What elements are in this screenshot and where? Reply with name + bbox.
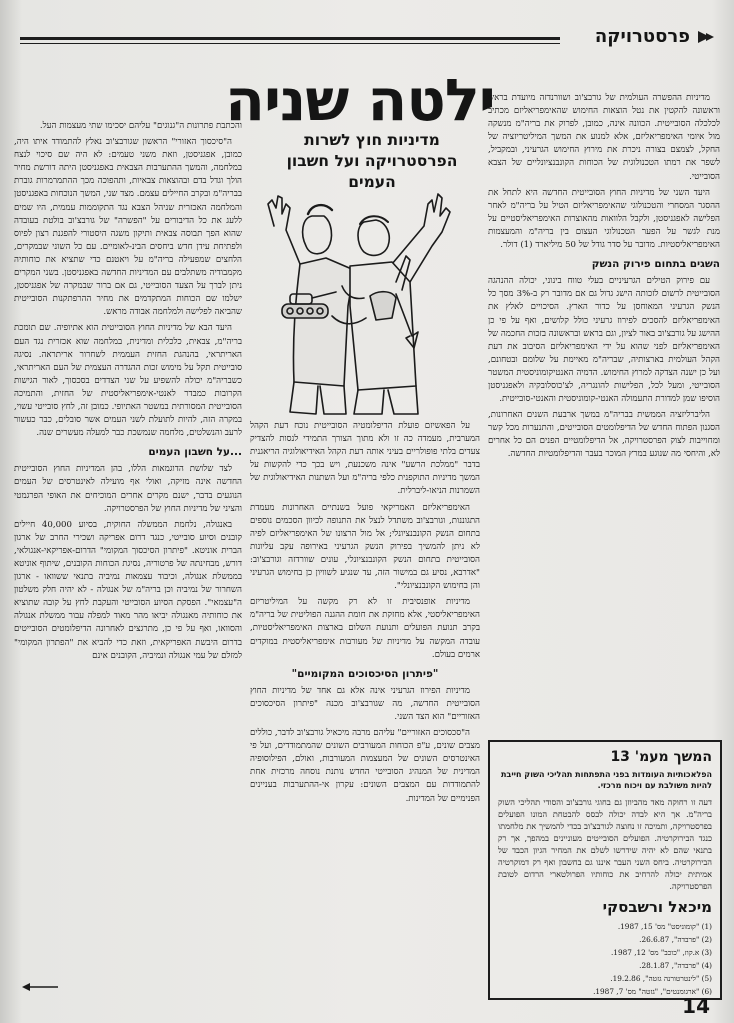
- page-number: 14: [682, 994, 710, 1018]
- paragraph: עם פירוק הטילים הגרעיניים בעלי טווח בינוני, יכולה ההנהגה הסובייטית לרשום לזכותה הישג גדול גם אם מדובר רק ב-3% מסך כל הנשק הגרעיני המאוחסן על כדור הארץ. הסיכויים לאלץ את האימפריאליזם להסכים לפירוז גרעיני כולל קלושים, ואף על פי כן ההישג על גורבצ'וב באור לציון, וגם בראש ובראשונה בזכות החכמה של האימפריאליזם לפני שהוא על ידי האימפריאליזם הסיבוב את דעת הקהל העולמית בארצותיה, שבריה"מ מאיימת על שלומם ובטחונם, ועל כן ישנה הצדקה למרוץ החימוש. הדמיה האנטיקומוניסטית המשטר הסובייטי, ומעל לכל, הפלישות להונגריה, לצ'כוסלובקיה ולאפגניסטן הוסיפו שמן למדורת התעמולה האנטי-קומוניסטית והאנטי-סובייטית.: [488, 276, 720, 405]
- article-column-middle: [250, 420, 480, 980]
- continue-arrow-icon: [20, 978, 60, 990]
- footnote: (3) א.קוז, "כוכב" מס' 12, 1987.: [610, 948, 712, 957]
- box-body: דעה זו רחוקה מאד מהביוזן גם בחוגי גורבצ'וב והסודי תהליכי השוק בריה"מ. אך היא לבדה יכולה לבסס להבטחת המונו הפועלים בפרסטרויקה, ותמיכה זו נחוצה לגורבצ'וב בכדי להמשיך את מלחמתו כנגד הבירוקרטיה. הפועלים הסובייטים מעוניינים במהפך, אך רק בתנאי שהם לא יהיה שידרשו לשלם את המחיר הגיון הכבד של הבירוקרטיה. ביחס השני העבר איננו גם בחשבון ואף רק דמוקרטיה אמיתית יכולה להרחיב את כוחותיו הפרולטארי הרדום לטובת הפרסטרויקה.: [498, 797, 712, 891]
- paragraph: מדיניות הפירוז הגרעיני אינה אלא גם אחד של מדיניות החוץ הסובייטית החדשה, מה שגורבצ'וב מכנה "פיתרון הסיכסוכים האזוריים" הוא הצד השני.: [250, 685, 480, 722]
- paragraph: על הפאשיזם פועלת הדיפלומטיה הסובייטית נוכח דעת הקהל המערבית, מעמדה כה זו ולא מתוך הצורך התמידי לנסות להצדיק צעדים בלתי פופולריים בעיני אותה דעת הקהל האידיאולוגיה הריאגנית בדבר "ממלכת הרשע" אינה משכנעת, ויש בכך כדי להקשות על המשך מדיניות התוקפנית כלפי בריה"מ ועל השתנות האידיאולוגית של השמרנות הניאו-ליברלית.: [250, 421, 480, 497]
- subheadline: מדיניות חוץ לשרות הפרסטרויקה ועל חשבון העמים: [286, 131, 458, 191]
- paragraph: הליברליזציה הממשית בבריה"מ במשך ארבעת השנים האחרונות, הסגנון הפתוח החדש של הדיפלומטים הסובייטים, והתנערות מכל קשר ומחוייבות לצוק הפרסטרויקה, אל הדיפלומטיים הפנים הם כל אחרים לא, והיחסי מה שנוגע במרץ המוכר בעבר והדיפלומטיות החדשה.: [488, 410, 720, 460]
- section-header: [20, 28, 720, 48]
- paragraph: לצד שלושת הדוגמאות הללו, בהן המדיניות החוץ הסובייטית החדשה אינה מזיקה, ואולי אף מועילה לאינטרסים של העמים הנוגעים בדבר, ישנם מקרים אחרים המוכיחים את האופי הפרגמטי והציני של מדיניות החוץ של הפרסטרויקה.: [14, 464, 242, 514]
- paragraph: והכתבת פתרונות ה"גנוגים" עליהם יסכימו שתי מעצמות העל.: [39, 121, 242, 131]
- headline: ילטה שניה: [225, 66, 495, 134]
- header-rule-bottom: [20, 43, 560, 44]
- paragraph: מדיניות ההפשרה העולמית של גורבצ'וב ושוורנדזה מיועדת בראש וראשונה להקטין את נטל הוצאות החימוש שהאימפריאליזם מכתיב לכלכלה הסובייטית. הכוונה אינה, כמובן, לפרוק את בריה"מ מנשקה מול איומי האימפריאליזם, אלא למנוע את המשך המיליטריזציה של החקל, לצמצם בצורה ניכרת את מירוץ החימוש הגרעיני, ובמקביל, לשפר את רמתו הטכנולוגית של הכוחות הקונבנציונליים של הצבא הסובייטי.: [488, 93, 720, 182]
- subheading: "פיתרון הסיכסוכים המקומיים": [291, 667, 439, 680]
- article-column-right: [488, 92, 720, 732]
- paragraph: האימפריאליזם האמריקאי פועל בשנתיים האחרונות מעמדת התגוננות, וגורבצ'וב משתדל לנצל את התנופה לכיוון הסכמים נוספים בתחום הנשק הקונבנציונלי; אל מול הרצונו של האימפריאליזם לפיה לא ניתן להמשיך בפירוק הנשק הגרעיני באירופה עקב עליונות הסובייטית בתחום הנשק הקונבנציונלי, עונים שוורדזה וגורבצ'וב: "אדרבא, נסיע גם במישור הזה, עד שנגיע לשוויון כן בחימוש הגרעיני והן בחימוש הקונבנציונלי".: [250, 502, 480, 592]
- footnote: (6) "ארגומנטים", "גזטה" מס' 7, 1987.: [593, 987, 712, 996]
- paragraph: מדיניות אופנסיבית זו לא רק מקשה על המיליטריזם האימפריאליסטי, אלא מחזקת את חומת ההגנה הפוליטית של בריה"מ בקרב תנועת הפועלים ותנועת השלום בארצות האימפריאליסטיות, עובדה המקשה על מדיניות של מעורבות אימפריאליסטית במוקדים ארמים בעולם.: [250, 597, 480, 660]
- header-arrow-icon: [696, 29, 716, 45]
- paragraph: היעד השני של מדיניות החוץ הסובייטית החדשה היא לתחל את ההסגר המסחרי והטכנולוגי שהאימפריאליזם הטיל על בריה"מ לאחר הפלישה לאפגניסטן, ולקבל הלוואות מהאוצרות האימפריאליסטיים על מנת לגשר על הפער הטכנולוגי העצום בין בריה"מ והמעצמות האימפריאליסטיות. מדובר על סדר גודל של 50 מיליארד (1) דולר.: [488, 187, 720, 251]
- section-label: פרסטרויקה: [594, 26, 690, 47]
- paragraph: באנגולה, נלחמת הממשלה החוקית, בסיוע 40,000 חיילים קובנים וסיוע סובייטי, כנגד דרום אפריקה ושכירי החרב של ארגון הברית אוניטא. "פיתרון הסיכסוך המקומי" הדרום-אפריקאי-אנגולאי, דורש, מבחינתה של פרטוריה, נסיגת הכוחות הקובנים, שיתוף אוניטא בממשלת אנגולה, וכיבוד עצמאות נמיביה בתנאי ששוואו - ארגון השחרור של נמיביה וכן בריה"מ של אנגולה - לא יהיה חלק משלטון ה"עצמאי". הפסקת הסיוע הסובייטי והעקבת לחץ על קובה שתוציא את כוחותיה מאנגולה יביאו מהר מאוד למפלה עבור ממשלת אנגולה והסוואו, ואף על פי כן, מתרגצים לאחרונה הדיפלומטים הסובייטים בדרום היבשת האפריקאית, וזאת כדי להביא את "הפתרון המקומי" למזלם של עמי אנגולה ונמיביה, הקובנים אינם: [14, 519, 242, 661]
- footnote: (2) "פרבדה", 26.6.87.: [639, 935, 712, 944]
- subheading: השגים בתחום פירוק הנשק: [591, 258, 720, 271]
- subheading: ...על חשבון העמים: [148, 446, 242, 459]
- cartoon-illustration: [246, 186, 478, 418]
- article-column-left: [14, 120, 242, 980]
- paragraph: ה"סיכסוך האזורי" הראשון שגורבצ'וב נאלץ להתמודד איתו היה, כמובן, אפגניסטן, וזאת משני טעמים: לא היה שם סיכוי לנצח במלחמה, והמשך ההתערבות הצבאית באפגניסטן היתה דורשת מחיר הולך וגדל בדם ובהוצאות צבאיות, ותהפוכה מכך ההתמרמרות גוברת בבריה"מ ובקרב החיילים עצמם. מצד שני, המשך הנוכחות באפגניסטן והמלחמה האכזרית שניהל הצבא נגד התקוממות עממית, היו שמים ללעג את כל הדיבורים על "הפשרה" של גורבצ'וב בולטת בעובדה שהוא הפך תבוסה צבאית ותיקון משגה היסטורי להפגנת רצון לפיוס ולפתיחת עידן חדש ביחסים הבינ-לאומיים. עם כל השוני שבמקרים, הלחצים שמפעילה בריה"מ על ויאטנם כדי שתציא את כוחותיה מקמבודיה משתלבים עם המדיניות החדשה באפגניסטן. בשני המקרים ניתן לברך על הצעד הסובייטי, גם אם ברור שבמקרה של אפגניסטן, ישלמו שם הכוחות המתקדמים את מחיר ההרפתקנות הסובייטית שהביאה לפלישה ולמלחמה אבודה מראש.: [14, 137, 242, 318]
- paragraph: היעד הבא של מדיניות החוץ הסובייטית הוא אתיופיה. שם תומכת בריה"מ, צבאית, כלכלית ומדינית, במלחמה שוא אכזרית נגד העם האריתראי, בהנהגת החזית העממית לשחרור אריתראה. נסיגה סובייטית תקל על מימוש זכות ההגדרה העצמית של העם האריתראי, כשבריה"מ יכולה להשפיע על שני הצדדים בסכסוך, לאור הגישות הקרובות כמבדר לאנטי-אימפריאליסטית של החזית, והתמיכה הסובייטית המסורתית במשטר האתיופי. כמובן זה, לחץ סובייטי עשוי, במקרה הזה, להיות לתועלת לשני העמים אשר סובלים, כבר כעשור לרעב והנשלטים, מלחמה שנמשכת כבר למעלה מעשרים שנה.: [14, 323, 242, 439]
- box-subtitle: הפלאכותיות העומדות בפני התפתחות תהליכי השוק חייבת להיות משולבת עם ויכוח מרכזי.: [500, 770, 712, 790]
- paragraph: ה"סכסוכים האזוריים" עליהם מרבה מיכאיל גורבצ'וב לדבר, כוללים מצבים שונים, ע"פ הכוחות המעורבים השונים שהמתמודדים, ועל פי האינטרסים השונים של המעצמות המעורבות, ואולם, הפילוסופיה המדינית של המנהיג הסובייטי החדש נותנת נוסחה מרכזית אחת להתמודדות עם המצבים השונים: עקרון אי-ההתערבות בעניינים הפנימיים של המדינות.: [250, 728, 480, 804]
- footnote: (5) "לינטרטורנה גזטה", 19.2.86.: [610, 974, 712, 983]
- continued-from-box: [488, 740, 722, 1000]
- footnote: (1) "קומוניסט" מס' 15, 1987.: [617, 922, 712, 931]
- footnotes: [498, 920, 712, 998]
- header-rule-top: [20, 37, 560, 40]
- footnote: (4) "פרבדה", 28.1.87.: [639, 961, 712, 970]
- box-title: המשך מעמ' 13: [610, 749, 712, 765]
- box-author: מיכאל ורשבסקי: [602, 898, 712, 916]
